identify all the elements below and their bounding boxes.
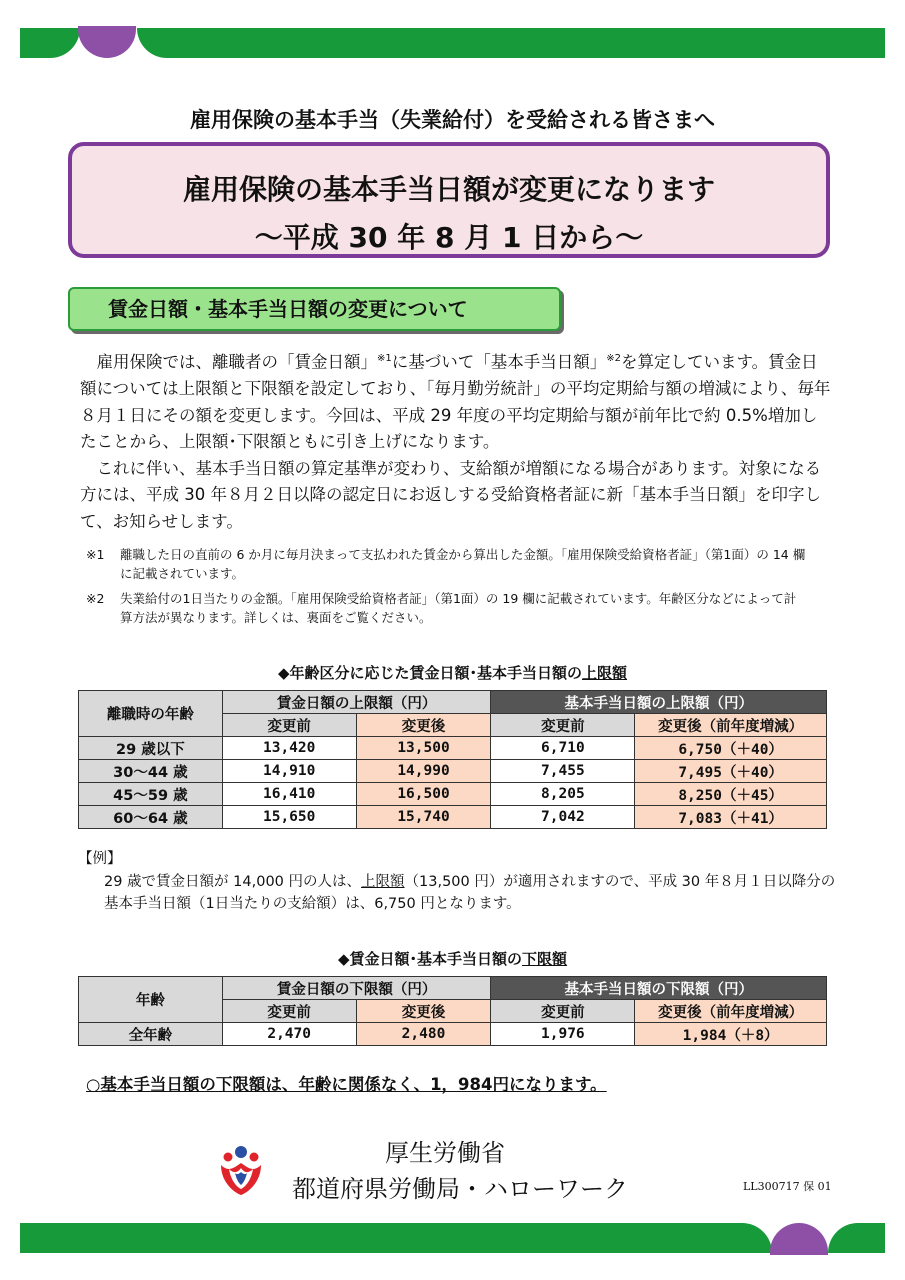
- org-bureau: 都道府県労働局・ハローワーク: [292, 1175, 628, 1203]
- col-after-change: 変更後（前年度増減）: [635, 1000, 827, 1023]
- table-row: 45～59 歳 16,410 16,500 8,205 8,250（＋45）: [79, 783, 827, 806]
- top-band-right: [137, 28, 885, 58]
- footnote-2: ※2 失業給付の1日当たりの金額。「雇用保険受給資格者証」（第1面）の 19 欄に記載されています。年齢区分などによって計算方法が異なります。詳しくは、裏面をご覧ください。: [86, 591, 797, 625]
- top-band-dot: [78, 26, 136, 58]
- section-heading: 賃金日額・基本手当日額の変更について: [68, 287, 561, 331]
- footnote-1: ※1 離職した日の直前の 6 か月に毎月決まって支払われた賃金から算出した金額。「雇用保険受給資格者証」（第1面）の 14 欄に記載されています。: [86, 547, 806, 581]
- title-line2: ～平成 30 年 8 月 1 日から～: [254, 221, 644, 254]
- paragraph-2: これに伴い、基本手当日額の算定基準が変わり、支給額が増額になる場合があります。対象になる方には、平成 30 年８月２日以降の認定日にお返しする受給資格者証に新「基本手当日額」を印字して、お知らせします。: [80, 458, 822, 531]
- body-text: [80, 346, 832, 535]
- ministry-logo-icon: [217, 1143, 265, 1197]
- upper-table-caption: ◆年齢区分に応じた賃金日額･基本手当日額の上限額: [277, 664, 628, 682]
- wage-header: 賃金日額の上限額（円）: [222, 691, 491, 714]
- lower-table-caption: ◆賃金日額･基本手当日額の下限額: [337, 950, 568, 968]
- table-row: 29 歳以下 13,420 13,500 6,710 6,750（＋40）: [79, 737, 827, 760]
- col-after-change: 変更後（前年度増減）: [635, 714, 827, 737]
- wage-header: 賃金日額の下限額（円）: [222, 977, 491, 1000]
- age-header: 年齢: [79, 977, 223, 1023]
- paragraph-1: 雇用保険では、離職者の「賃金日額」$^{※1}$に基づいて「基本手当日額」$^{※2}$を算定しています。賃金日額については上限額と下限額を設定しており、「毎月勤労統計」の平均定期給与額の増減により、毎年８月１日にその額を変更します。今回は、平成 29 年度の平均定期給与額が前年比で約 0.5%増加したことから、上限額･下限額ともに引き上げになります。: [80, 352, 831, 451]
- upper-limit-table: [78, 690, 827, 829]
- table-row: 60～64 歳 15,650 15,740 7,042 7,083（＋41）: [79, 806, 827, 829]
- lower-limit-note: ○基本手当日額の下限額は、年齢に関係なく、1，984円になります。: [86, 1075, 607, 1094]
- bottom-band-dot: [770, 1223, 828, 1255]
- doc-code: LL300717 保 01: [743, 1180, 832, 1193]
- col-after: 変更後: [356, 1000, 491, 1023]
- col-before: 変更前: [222, 714, 356, 737]
- example-label: 【例】: [78, 851, 122, 867]
- org-ministry: 厚生労働省: [385, 1139, 505, 1167]
- col-after: 変更後: [356, 714, 491, 737]
- benefit-header: 基本手当日額の下限額（円）: [491, 977, 827, 1000]
- example-text: 29 歳で賃金日額が 14,000 円の人は、上限額（13,500 円）が適用されますので、平成 30 年８月１日以降分の基本手当日額（1日当たりの支給額）は、6,750 円となります。: [104, 873, 836, 912]
- title-box: [68, 142, 830, 258]
- top-band-left: [20, 28, 80, 58]
- col-before: 変更前: [491, 714, 635, 737]
- example-block: [78, 848, 838, 916]
- title-line1: 雇用保険の基本手当日額が変更になります: [182, 173, 715, 206]
- table-row: 全年齢 2,470 2,480 1,976 1,984（＋8）: [79, 1023, 827, 1046]
- page-subtitle: 雇用保険の基本手当（失業給付）を受給される皆さまへ: [190, 108, 715, 132]
- table-row: 30～44 歳 14,910 14,990 7,455 7,495（＋40）: [79, 760, 827, 783]
- col-before: 変更前: [491, 1000, 635, 1023]
- bottom-band-right: [828, 1223, 885, 1253]
- col-before: 変更前: [222, 1000, 356, 1023]
- age-header: 離職時の年齢: [79, 691, 223, 737]
- benefit-header: 基本手当日額の上限額（円）: [491, 691, 827, 714]
- lower-limit-table: [78, 976, 827, 1046]
- bottom-band-left: [20, 1223, 772, 1253]
